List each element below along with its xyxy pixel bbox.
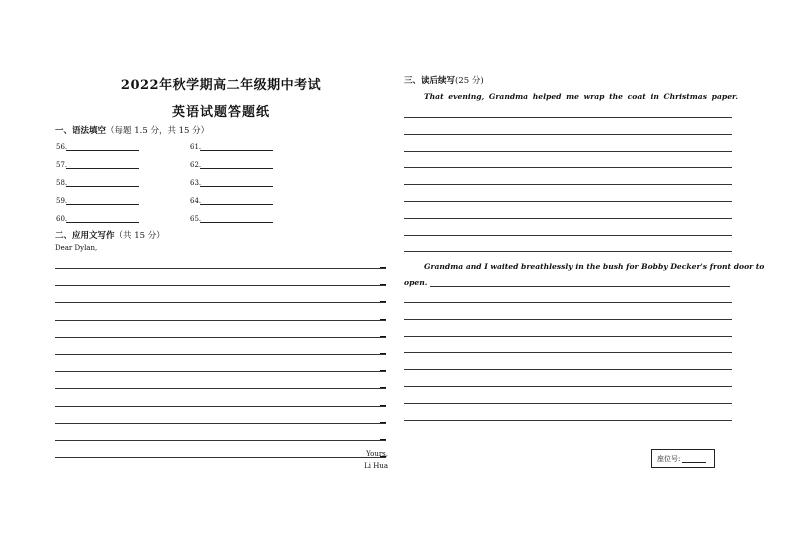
writing-line[interactable]	[55, 302, 386, 303]
writing-line[interactable]	[55, 457, 386, 458]
writing-line[interactable]	[55, 285, 386, 286]
blank-61[interactable]: 61.	[190, 141, 273, 151]
writing-line[interactable]	[55, 354, 386, 355]
writing-line[interactable]	[404, 369, 732, 370]
writing-line[interactable]	[404, 201, 732, 202]
line-end-mark	[380, 370, 386, 371]
section1-subtitle: （每题 1.5 分，共 15 分）	[106, 126, 210, 136]
line-end-mark	[380, 301, 386, 302]
blank-62[interactable]: 62.	[190, 159, 273, 169]
writing-line[interactable]	[404, 352, 732, 353]
writing-line[interactable]	[55, 406, 386, 407]
blank-59[interactable]: 59.	[56, 195, 139, 205]
writing-line[interactable]	[404, 420, 732, 421]
writing-line[interactable]	[404, 251, 732, 252]
exam-title: 2022年秋学期高二年级期中考试	[120, 78, 322, 93]
blank-57[interactable]: 57.	[56, 159, 139, 169]
line-end-mark	[380, 319, 386, 320]
writing-line[interactable]	[404, 386, 732, 387]
seat-number-box[interactable]	[651, 449, 715, 468]
writing-line[interactable]	[404, 319, 732, 320]
line-end-mark	[380, 439, 386, 440]
para2-prompt-line1: Grandma and I waited breathlessly in the bush for Bobby Decker's front door to	[424, 262, 765, 271]
section2-subtitle: （共 15 分）	[114, 231, 165, 241]
section3-heading	[404, 74, 484, 86]
writing-line[interactable]	[404, 336, 732, 337]
writing-line[interactable]	[404, 151, 732, 152]
blank-58[interactable]: 58.	[56, 177, 139, 187]
para2-prompt-line2: open.	[404, 278, 428, 287]
exam-subtitle: 英语试题答题纸	[171, 105, 270, 120]
blank-column-left	[56, 141, 139, 223]
seat-number-blank[interactable]	[682, 455, 706, 463]
section3-subtitle: (25 分)	[455, 76, 484, 86]
para2-first-line[interactable]	[430, 286, 730, 287]
writing-line[interactable]	[55, 268, 386, 269]
section1-title: 一、语法填空	[55, 126, 107, 136]
line-end-mark	[380, 267, 386, 268]
seat-number-label: 座位号:	[657, 454, 681, 463]
blank-63[interactable]: 63.	[190, 177, 273, 187]
line-end-mark	[380, 353, 386, 354]
writing-line[interactable]	[55, 440, 386, 441]
writing-line[interactable]	[404, 403, 732, 404]
writing-line[interactable]	[404, 235, 732, 236]
line-end-mark	[380, 405, 386, 406]
writing-line[interactable]	[404, 167, 732, 168]
line-end-mark	[380, 336, 386, 337]
letter-signature: Li Hua	[364, 462, 388, 470]
blank-60[interactable]: 60.	[56, 213, 139, 223]
blank-column-right	[190, 141, 273, 223]
writing-line[interactable]	[55, 337, 386, 338]
section1-heading	[55, 124, 209, 136]
line-end-mark	[380, 422, 386, 423]
writing-line[interactable]	[404, 184, 732, 185]
line-end-mark	[380, 387, 386, 388]
writing-line[interactable]	[404, 218, 732, 219]
blank-56[interactable]: 56.	[56, 141, 139, 151]
writing-line[interactable]	[404, 117, 732, 118]
blank-65[interactable]: 65.	[190, 213, 273, 223]
writing-line[interactable]	[404, 134, 732, 135]
section2-title: 二、应用文写作	[55, 231, 115, 241]
line-end-mark	[380, 284, 386, 285]
writing-line[interactable]	[55, 371, 386, 372]
writing-line[interactable]	[55, 320, 386, 321]
letter-greeting: Dear Dylan,	[55, 244, 98, 252]
para1-prompt: That evening, Grandma helped me wrap the coat in Christmas paper.	[424, 92, 738, 101]
writing-line[interactable]	[404, 302, 732, 303]
writing-line[interactable]	[55, 388, 386, 389]
writing-line[interactable]	[55, 423, 386, 424]
letter-closing: Yours,	[366, 450, 388, 458]
section2-heading	[55, 229, 165, 241]
section3-title: 三、读后续写	[404, 76, 456, 86]
blank-64[interactable]: 64.	[190, 195, 273, 205]
